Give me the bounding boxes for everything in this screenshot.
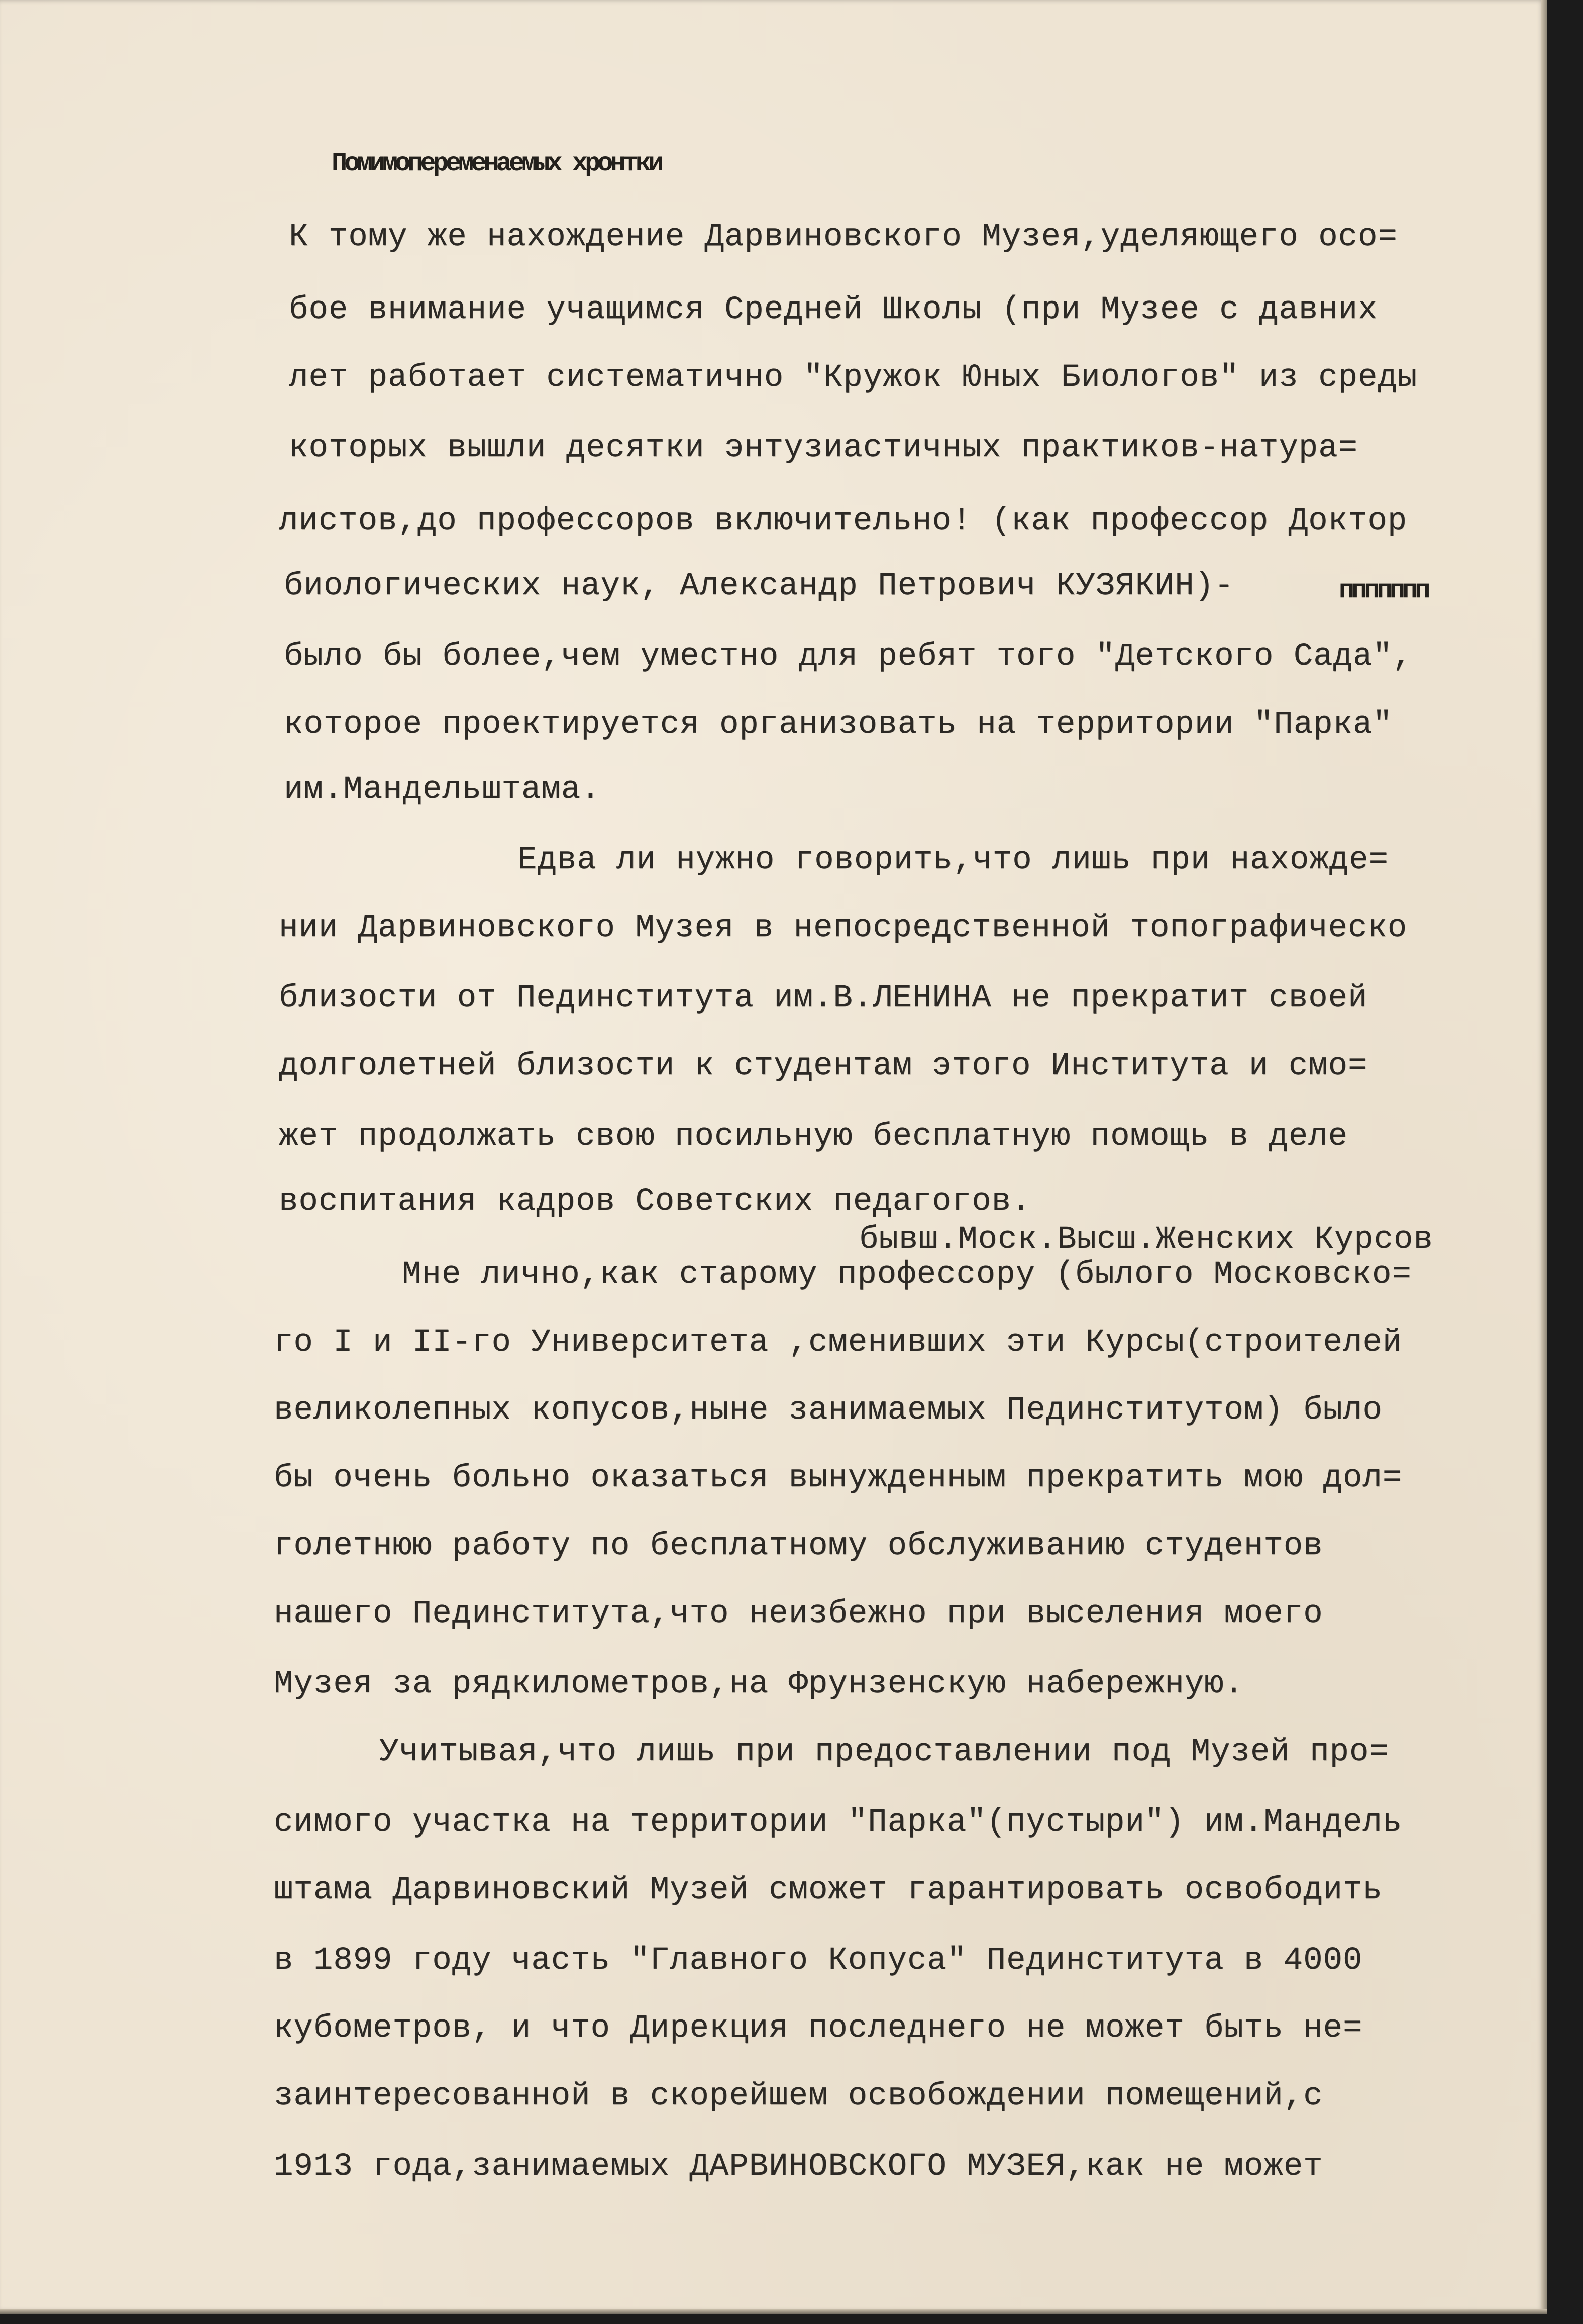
- text-line: бое внимание учащимся Средней Школы (при Музее с давних: [289, 292, 1378, 328]
- text-line: заинтересованной в скорейшем освобождении помещений,с: [274, 2078, 1323, 2114]
- page-right-edge: [1541, 0, 1547, 2311]
- text-line: бы очень больно оказаться вынужденным прекратить мою дол=: [274, 1460, 1403, 1496]
- text-line: долголетней близости к студентам этого Института и смо=: [279, 1048, 1368, 1084]
- text-line: голетнюю работу по бесплатному обслуживанию студентов: [274, 1528, 1323, 1564]
- text-line: биологических наук, Александр Петрович КУЗЯКИН)-: [284, 568, 1234, 604]
- text-line: нашего Пединститута,что неизбежно при выселения моего: [274, 1596, 1323, 1632]
- text-line: симого участка на территории "Парка"(пустыри") им.Мандель: [274, 1804, 1403, 1841]
- text-line: великолепных копусов,ныне занимаемых Пединститутом) было: [274, 1392, 1383, 1429]
- text-line: листов,до профессоров включительно! (как профессор Доктор: [279, 503, 1408, 539]
- text-line: воспитания кадров Советских педагогов.: [279, 1184, 1031, 1220]
- text-line: К тому же нахождение Дарвиновского Музея,уделяющего осо=: [289, 219, 1398, 255]
- text-line: близости от Пединститута им.В.ЛЕНИНА не прекратит своей: [279, 980, 1368, 1017]
- text-line: жет продолжать свою посильную бесплатную помощь в деле: [279, 1119, 1348, 1155]
- text-line: нии Дарвиновского Музея в непосредственной топографическо: [279, 910, 1408, 946]
- text-line: в 1899 году часть "Главного Копуса" Пединститута в 4000: [274, 1943, 1363, 1979]
- text-line: Мне лично,как старому профессору (былого Московско=: [402, 1257, 1412, 1293]
- text-line: которых вышли десятки энтузиастичных практиков-натура=: [289, 430, 1358, 466]
- struck-inline: ппппппп: [1339, 576, 1428, 605]
- text-line: им.Мандельштама.: [284, 772, 601, 808]
- text-line: штама Дарвиновский Музей сможет гарантировать освободить: [274, 1872, 1383, 1908]
- text-line: Учитывая,что лишь при предоставлении под Музей про=: [379, 1734, 1389, 1770]
- text-line: го I и II-го Университета ,сменивших эти Курсы(строителей: [274, 1325, 1403, 1361]
- text-line: было бы более,чем уместно для ребят того "Детского Сада",: [284, 639, 1413, 675]
- text-line: 1913 года,занимаемых ДАРВИНОВСКОГО МУЗЕЯ,как не может: [274, 2149, 1323, 2185]
- text-line: которое проектируется организовать на территории "Парка": [284, 706, 1393, 743]
- struck-heading: Помимопеременаемых хронтки: [332, 149, 661, 178]
- text-line: Музея за рядкилометров,на Фрунзенскую набережную.: [274, 1666, 1244, 1702]
- interlinear-insertion: бывш.Моск.Высш.Женских Курсов: [859, 1222, 1433, 1258]
- text-line: кубометров, и что Дирекция последнего не может быть не=: [274, 2010, 1363, 2047]
- text-line: Едва ли нужно говорить,что лишь при нахожде=: [517, 842, 1389, 878]
- page-bottom-edge: [0, 2309, 1547, 2314]
- text-line: лет работает систематично "Кружок Юных Биологов" из среды: [289, 360, 1418, 396]
